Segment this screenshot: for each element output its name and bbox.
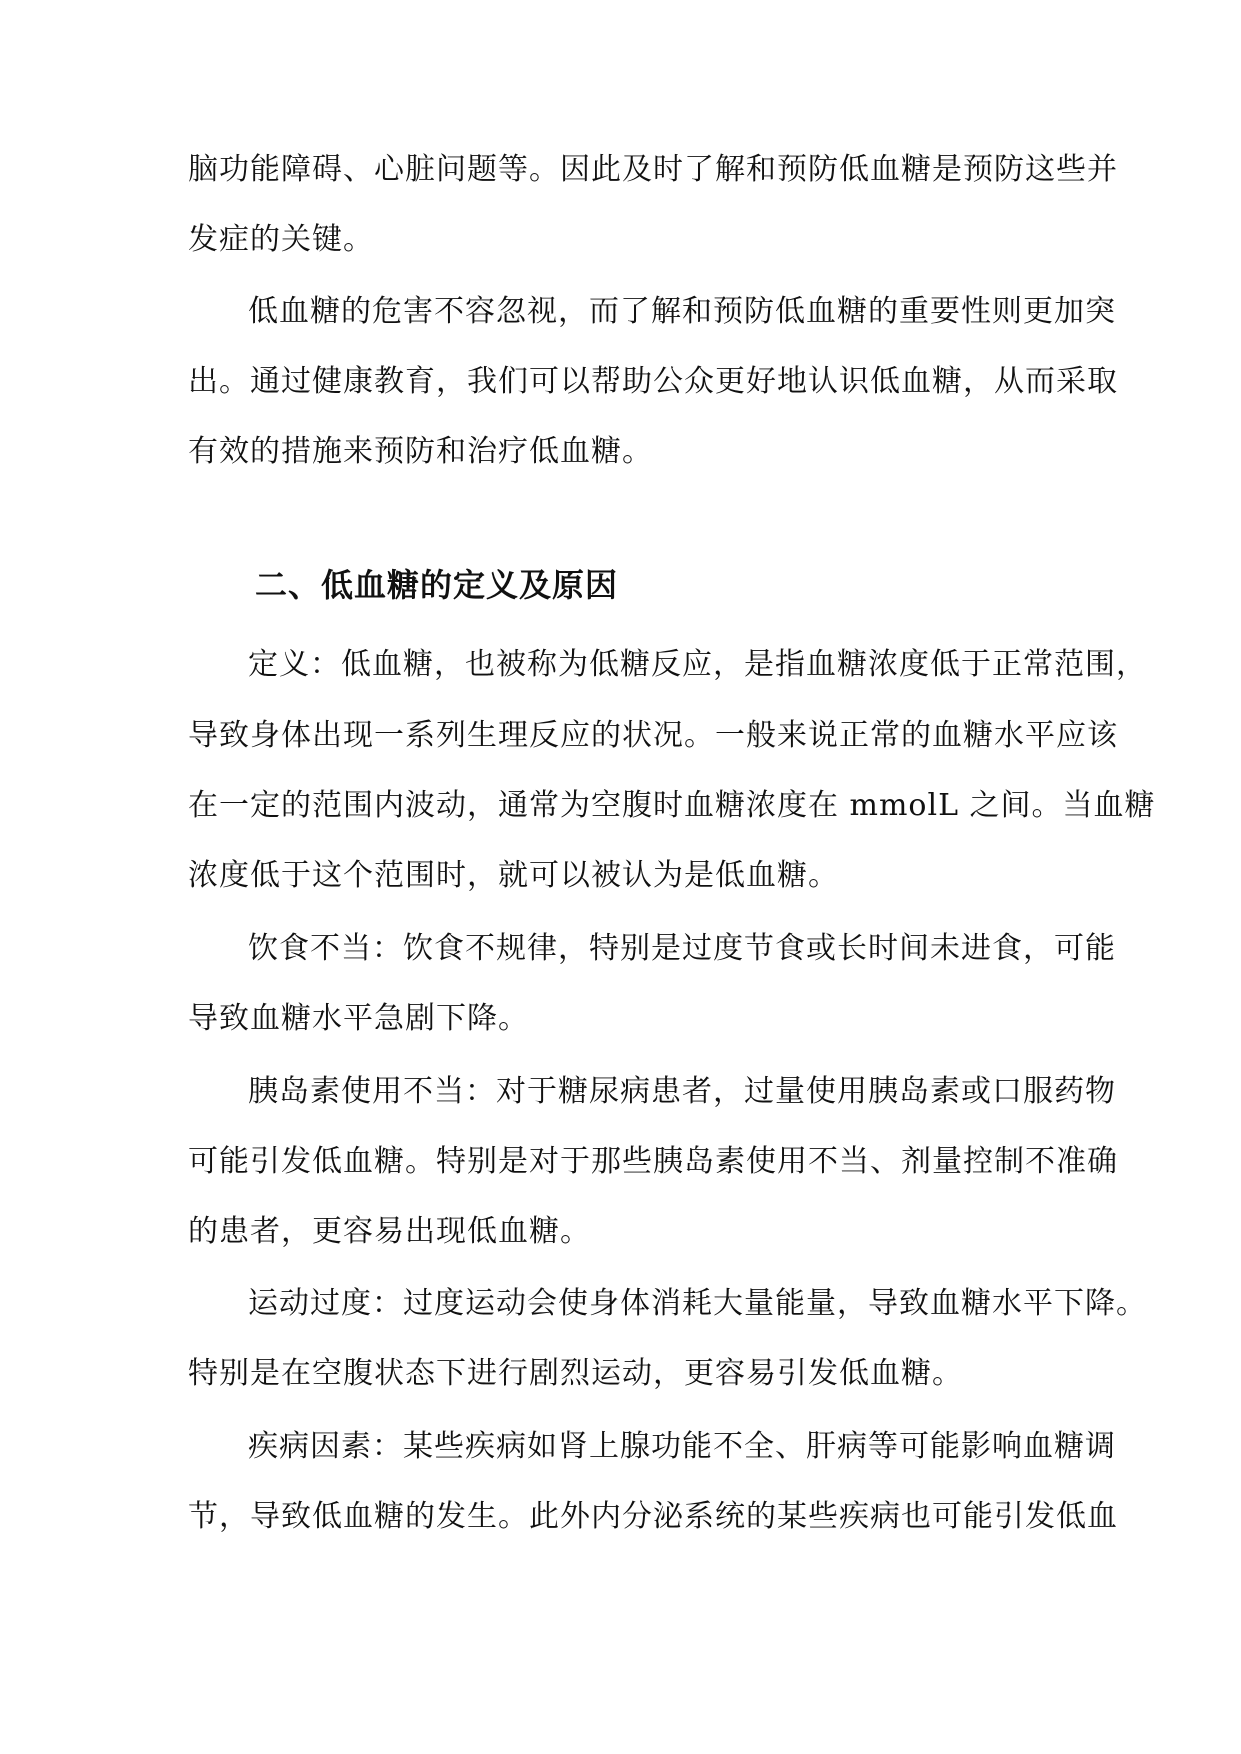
text-line: 浓度低于这个范围时，就可以被认为是低血糖。 (188, 858, 839, 893)
text-line: 节，导致低血糖的发生。此外内分泌系统的某些疾病也可能引发低血 (188, 1499, 1118, 1534)
text-line: 疾病因素：某些疾病如肾上腺功能不全、肝病等可能影响血糖调 (248, 1429, 1116, 1464)
text-line: 特别是在空腹状态下进行剧烈运动，更容易引发低血糖。 (188, 1356, 963, 1391)
text-line: 出。通过健康教育，我们可以帮助公众更好地认识低血糖，从而采取 (188, 364, 1118, 399)
text-line: 导致身体出现一系列生理反应的状况。一般来说正常的血糖水平应该 (188, 718, 1118, 753)
text-line: 的患者，更容易出现低血糖。 (188, 1214, 591, 1249)
text-line: 有效的措施来预防和治疗低血糖。 (188, 434, 653, 469)
text-line: 发症的关键。 (188, 222, 374, 257)
text-line: 定义：低血糖，也被称为低糖反应，是指血糖浓度低于正常范围， (248, 647, 1147, 682)
text-line: 胰岛素使用不当：对于糖尿病患者，过量使用胰岛素或口服药物 (248, 1074, 1116, 1109)
text-line: 导致血糖水平急剧下降。 (188, 1001, 529, 1036)
section-heading: 二、低血糖的定义及原因 (255, 566, 619, 604)
text-line: 饮食不当：饮食不规律，特别是过度节食或长时间未进食，可能 (248, 931, 1116, 966)
text-line: 低血糖的危害不容忽视，而了解和预防低血糖的重要性则更加突 (248, 294, 1116, 329)
text-line: 脑功能障碍、心脏问题等。因此及时了解和预防低血糖是预防这些并 (188, 152, 1118, 187)
text-line: 运动过度：过度运动会使身体消耗大量能量，导致血糖水平下降。 (248, 1286, 1147, 1321)
text-line: 可能引发低血糖。特别是对于那些胰岛素使用不当、剂量控制不准确 (188, 1144, 1118, 1179)
text-line: 在一定的范围内波动，通常为空腹时血糖浓度在 mmolL 之间。当血糖 (188, 788, 1156, 823)
